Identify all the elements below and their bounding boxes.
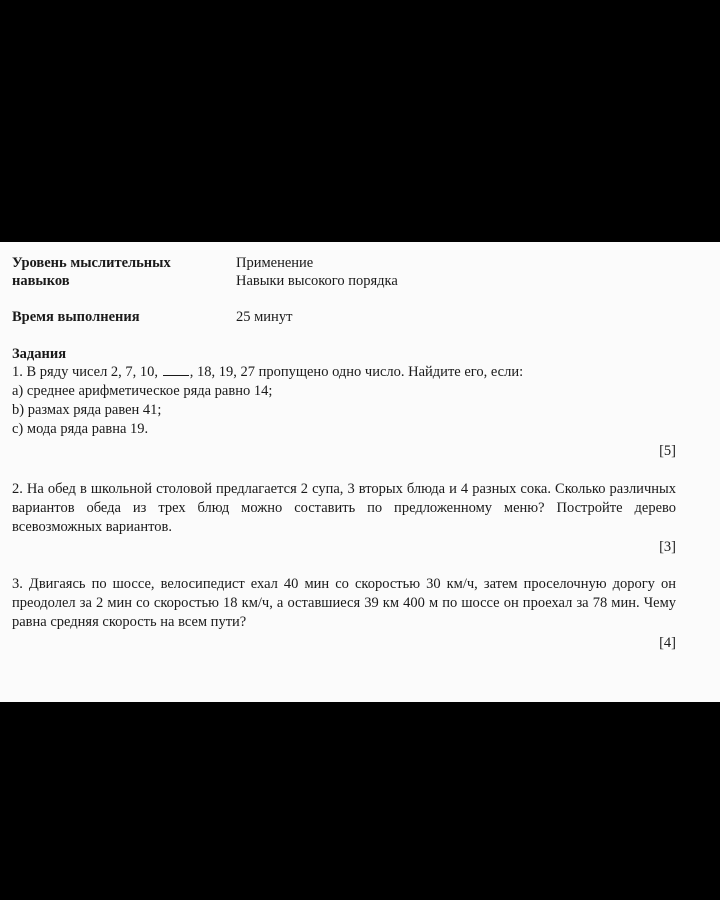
worksheet-page — [0, 242, 720, 702]
skill-level-label: Уровень мыслительных навыков — [12, 255, 171, 289]
time-value: 25 минут — [236, 309, 293, 325]
tasks-heading: Задания — [12, 346, 67, 362]
task1-option-b: b) размах ряда равен 41; — [12, 402, 162, 418]
task3-text: 3. Двигаясь по шоссе, велосипедист ехал 40 мин со скоростью 30 км/ч, затем проселочную дорогу он преодолел за 2 мин со скоростью 18 км/ч, а оставшиеся 39 км 400 м по шоссе он проехал за 78 мин. Чему равна средняя скорость на всем пути? — [12, 576, 676, 630]
task3-score: [4] — [659, 635, 676, 651]
task1-option-a: а) среднее арифметическое ряда равно 14; — [12, 383, 273, 399]
task2-text: 2. На обед в школьной столовой предлагается 2 супа, 3 вторых блюда и 4 разных сока. Сколько различных вариантов обеда из трех блюд можно составить по предложенному меню? Постройте дерево всевозможных вариантов. — [12, 481, 676, 535]
task2-score: [3] — [659, 539, 676, 555]
task1-intro — [12, 363, 523, 381]
skill-level-value-application: Применение — [236, 255, 314, 271]
task1-score: [5] — [659, 443, 676, 459]
task1-intro-after: , 18, 19, 27 пропущено одно число. Найдите его, если: — [189, 364, 524, 380]
skill-level-value-higher-order: Навыки высокого порядка — [236, 273, 398, 289]
task1-intro-before: 1. В ряду чисел 2, 7, 10, — [12, 364, 162, 380]
task1-option-c: с) мода ряда равна 19. — [12, 421, 149, 437]
task1-blank — [163, 363, 189, 376]
time-label: Время выполнения — [12, 309, 140, 325]
